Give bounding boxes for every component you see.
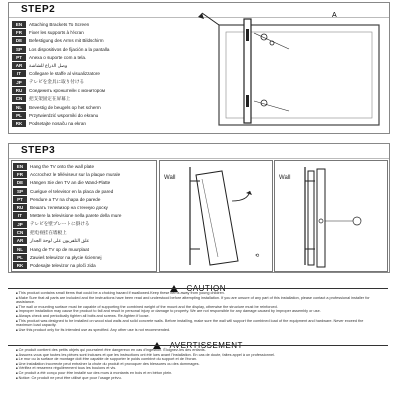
wall-label-right: Wall	[279, 175, 291, 181]
lang-row	[13, 245, 121, 253]
avertissement-line: ■ Vérifiez et resserrez régulièrement tous les boulons et vis.	[16, 366, 380, 371]
lang-text: Cuelgue el televisor en la placa de pared	[30, 188, 114, 194]
lang-text: Mettere la televisione nella parete della mure	[30, 213, 122, 219]
lang-text: Zawieś telewizor na płycie ściennej	[30, 254, 102, 260]
lang-row	[12, 20, 109, 28]
avertissement-text	[16, 348, 380, 380]
lang-code: DE	[12, 37, 26, 44]
svg-text:A: A	[332, 12, 337, 19]
step2-title: STEP2	[21, 4, 56, 15]
lang-text: テレビを壁プレートに掛ける	[30, 221, 90, 227]
caution-line: ■ Always check and periodically tighten all bolts and screws. Re-tighten if loose.	[16, 314, 380, 319]
lang-code: RK	[12, 120, 26, 127]
lang-row	[12, 28, 109, 36]
lang-text: Hang de TV op de muurplaat	[30, 246, 89, 252]
lang-text: Accrochez le téléviseur sur la plaque murale	[30, 171, 121, 177]
lang-text: وصل الذراع للشاشة	[29, 62, 68, 68]
lang-text: 把支架固定在屏幕上	[29, 95, 71, 101]
lang-row	[12, 45, 109, 53]
step3-title: STEP3	[21, 145, 56, 156]
lang-code: IT	[12, 70, 26, 77]
lang-code: DE	[13, 179, 27, 186]
lang-row	[12, 120, 109, 128]
lang-row	[13, 237, 121, 245]
lang-text: Pendure a TV na chapa de parede	[30, 196, 101, 202]
lang-code: CN	[12, 95, 26, 102]
avertissement-line: ■ Le mur ou la surface de montage doit être capable de supporter le poids combiné du support et de l'écran.	[16, 357, 380, 362]
hang-tv-diagram-right	[274, 160, 388, 272]
hang-tv-diagram-left	[159, 160, 273, 272]
lang-code: SP	[13, 188, 27, 195]
lang-code: NL	[13, 246, 27, 253]
lang-row	[13, 203, 121, 211]
lang-code: JP	[12, 79, 26, 86]
lang-row	[13, 170, 121, 178]
lang-row	[12, 103, 109, 111]
svg-text:⟲: ⟲	[255, 253, 260, 259]
avertissement-line: ■ Notice: Ce produit ne peut être utilisé que pour l'usage prévu.	[16, 376, 380, 381]
lang-code: JP	[13, 221, 27, 228]
avertissement-line: ■ Ce produit a été conçu pour être installé sur des murs à montants en bois et en béton plein.	[16, 371, 380, 376]
avertissement-panel	[8, 335, 388, 397]
caution-line: ■ Use this product only for its intended use as specified. Any other use is not recommended.	[16, 328, 380, 333]
lang-code: FR	[13, 171, 27, 178]
lang-text: علق التلفزيون على لوحة الجدار	[30, 237, 90, 243]
lang-row	[12, 86, 109, 94]
lang-code: RU	[12, 87, 26, 94]
lang-text: 把电视挂在墙板上	[30, 229, 67, 235]
caution-text	[16, 291, 380, 332]
caution-line: ■ Improper installation may cause the product to fall and result in personal injury or damage to property. We are not responsible for any damage caused by improper assembly or use.	[16, 309, 380, 314]
lang-text: Podesajte televizor na ploči zida	[30, 263, 96, 269]
lang-code: SP	[12, 46, 26, 53]
lang-code: PL	[13, 254, 27, 261]
lang-row	[12, 61, 109, 69]
lang-row	[12, 95, 109, 103]
lang-text: テレビを金具に取り付ける	[29, 79, 85, 85]
lang-code: CN	[13, 229, 27, 236]
avertissement-line: ■ Ce produit contient des petits objets qui pourraient être dangereux en cas d'ingestion. Éloignez-les des enfants.	[16, 348, 380, 353]
lang-row	[12, 53, 109, 61]
lang-text: Attaching Brackets To Screen	[29, 21, 90, 27]
bracket-attach-illustration	[194, 7, 384, 129]
lang-row	[13, 220, 121, 228]
lang-code: PT	[13, 196, 27, 203]
lang-code: NL	[12, 104, 26, 111]
lang-text: Befestigung des Arms mit Bildschirm	[29, 38, 104, 44]
lang-code: EN	[13, 163, 27, 170]
lang-row	[12, 111, 109, 119]
step3-panel	[8, 143, 390, 273]
lang-text: Вешать телевизор на стенную доску	[30, 205, 108, 211]
hang-tv-right-illustration	[275, 161, 387, 271]
lang-row	[13, 262, 121, 270]
lang-row	[13, 187, 121, 195]
step2-language-list	[12, 20, 109, 128]
lang-text: Hang the TV onto the wall plate	[30, 163, 95, 169]
wall-label-left: Wall	[164, 175, 176, 181]
lang-row	[12, 78, 109, 86]
caution-divider	[8, 288, 388, 289]
lang-row	[13, 179, 121, 187]
lang-text: Hängen Sie den TV an die Wand-Platte	[30, 180, 111, 186]
lang-code: RK	[13, 262, 27, 269]
step3-text-box	[11, 160, 157, 272]
lang-code: PL	[12, 112, 26, 119]
lang-text: Fixer les supports à l'écran	[29, 29, 84, 35]
caution-line: ■ The wall or mounting surface must be capable of supporting the combined weight of the mount and the display, otherwise the structure must be reinforced.	[16, 305, 380, 310]
avertissement-line: ■ Assurez-vous que toutes les pièces sont incluses et que les instructions ont été lues avant l'installation. En cas de doute, faites appel à un professionnel.	[16, 353, 380, 358]
lang-row	[13, 162, 121, 170]
lang-text: Przytwierdzić wsporniki do ekranu	[29, 112, 99, 118]
lang-row	[12, 37, 109, 45]
caution-panel	[8, 278, 388, 331]
step3-language-list	[13, 162, 121, 270]
lang-text: Соединить кронштейн с монитором	[29, 88, 106, 94]
lang-code: AR	[13, 237, 27, 244]
step3-header	[9, 144, 389, 159]
lang-code: AR	[12, 62, 26, 69]
caution-line: ■ This product contains small items that could be a choking hazard if swallowed.Keep these items away from young children.	[16, 291, 380, 296]
lang-code: FR	[12, 29, 26, 36]
caution-line: ■ This product was designed to be installed on wood stud walls and solid concrete walls. Before installing, make sure the wall will support the combined load of the equipment and hardware. Never exceed the maximum load capacity.	[16, 319, 380, 328]
lang-code: PT	[12, 54, 26, 61]
avertissement-line: ■ Une installation incorrecte peut entraîner la chute du produit et provoquer des blessures ou des dommages.	[16, 362, 380, 367]
lang-text: Bevestig de beugels op het scherm	[29, 104, 101, 110]
lang-row	[13, 253, 121, 261]
lang-code: IT	[13, 212, 27, 219]
lang-code: EN	[12, 21, 26, 28]
lang-code: RU	[13, 204, 27, 211]
lang-text: Los dispositivos de fijación a la pantalla	[29, 46, 110, 52]
lang-row	[13, 228, 121, 236]
lang-text: Collegare le staffe al visualizzatore	[29, 71, 100, 77]
lang-row	[12, 70, 109, 78]
hang-tv-left-illustration	[160, 161, 272, 271]
lang-row	[13, 212, 121, 220]
avertissement-divider	[8, 345, 388, 346]
lang-row	[13, 195, 121, 203]
step2-panel	[8, 2, 390, 134]
lang-text: Podsetajte nosaču na ekran	[29, 121, 86, 127]
lang-text: Anexa o suporte com a tela.	[29, 54, 87, 60]
caution-line: ■ Make Sure that all parts are included and the instructions have been read and understood before attempting installation. If you are unsure of any part of this installation, please contact a professional installer for assistance.	[16, 296, 380, 305]
